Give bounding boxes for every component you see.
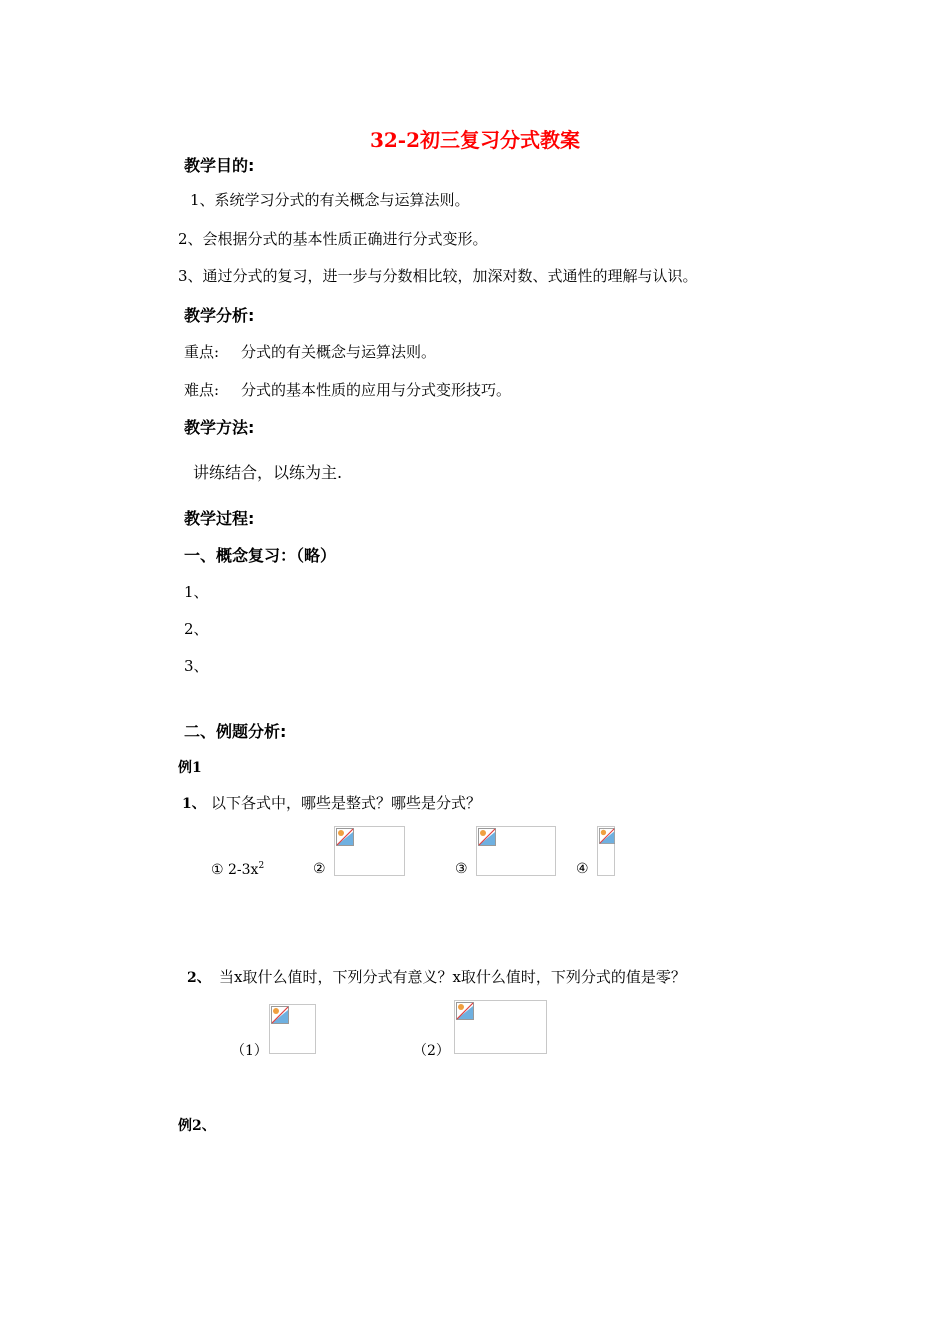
question1-number: 1、 bbox=[182, 796, 206, 812]
option4-label: ④ bbox=[576, 861, 589, 877]
process-item-3: 3、 bbox=[184, 657, 209, 675]
broken-image-icon bbox=[478, 828, 496, 846]
option2-formula-image bbox=[334, 826, 405, 876]
broken-image-icon bbox=[599, 828, 615, 844]
question2-number: 2、 bbox=[187, 970, 211, 986]
option1-expression bbox=[211, 861, 264, 878]
difficult-point-text: 分式的基本性质的应用与分式变形技巧。 bbox=[241, 381, 512, 399]
process-item-1: 1、 bbox=[184, 583, 209, 601]
option1-superscript: 2 bbox=[258, 861, 265, 871]
option3-label: ③ bbox=[455, 861, 468, 877]
process-heading: 教学过程: bbox=[184, 509, 255, 528]
broken-image-icon bbox=[271, 1006, 289, 1024]
example2-label: 例2、 bbox=[178, 1118, 216, 1134]
option3-formula-image bbox=[476, 826, 556, 876]
process-item-2: 2、 bbox=[184, 620, 209, 638]
method-heading: 教学方法: bbox=[184, 418, 255, 437]
section2-heading: 二、例题分析: bbox=[184, 722, 287, 741]
section1-heading: 一、概念复习：（略） bbox=[184, 546, 337, 565]
question2-text: 当x取什么值时，下列分式有意义？x取什么值时，下列分式的值是零？ bbox=[219, 968, 686, 986]
key-point-text: 分式的有关概念与运算法则。 bbox=[241, 343, 437, 361]
difficult-point-label: 难点: bbox=[184, 381, 220, 399]
goal-item-1: 1、系统学习分式的有关概念与运算法则。 bbox=[190, 191, 470, 209]
document-title: 32-2初三复习分式教案 bbox=[369, 128, 581, 152]
analysis-heading: 教学分析: bbox=[184, 306, 255, 325]
question1-text: 以下各式中，哪些是整式？哪些是分式？ bbox=[211, 794, 482, 812]
part1-formula-image bbox=[269, 1004, 316, 1054]
part2-label: （2） bbox=[413, 1043, 450, 1059]
method-text: 讲练结合，以练为主. bbox=[193, 463, 343, 482]
option1-label: ① 2-3x bbox=[211, 862, 259, 878]
option4-formula-image bbox=[597, 826, 615, 876]
part2-formula-image bbox=[454, 1000, 547, 1054]
broken-image-icon bbox=[456, 1002, 474, 1020]
goal-item-2: 2、会根据分式的基本性质正确进行分式变形。 bbox=[178, 230, 488, 248]
option2-label: ② bbox=[313, 861, 326, 877]
goal-item-3: 3、通过分式的复习，进一步与分数相比较，加深对数、式通性的理解与认识。 bbox=[178, 267, 698, 285]
part1-label: （1） bbox=[231, 1043, 268, 1059]
example1-label: 例1 bbox=[178, 760, 202, 776]
broken-image-icon bbox=[336, 828, 354, 846]
key-point-label: 重点: bbox=[184, 343, 220, 361]
goals-heading: 教学目的: bbox=[184, 156, 255, 175]
